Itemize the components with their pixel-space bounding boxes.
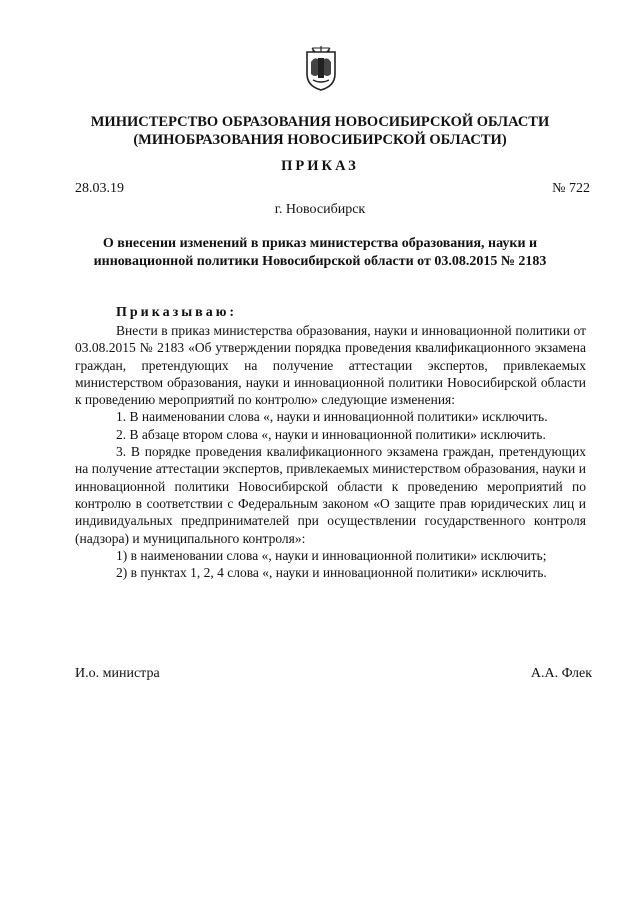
signatory-name: А.А. Флек: [530, 666, 592, 681]
sub-item-2: 2) в пунктах 1, 2, 4 слова «, науки и инновационной политики» исключить.: [116, 565, 547, 581]
document-city: г. Новосибирск: [274, 202, 366, 217]
document-title-line-1: О внесении изменений в приказ министерства образования, науки и: [102, 236, 538, 251]
list-item-1: 1. В наименовании слова «, науки и инновационной политики» исключить.: [116, 409, 548, 425]
document-type: ПРИКАЗ: [281, 158, 359, 174]
coat-of-arms-icon: [303, 44, 339, 92]
order-word: Приказываю:: [116, 305, 238, 320]
list-item-3: 3. В порядке проведения квалификационного экзамена граждан, претендующих на получение аттестации экспертов, привлекаемых министерством образования, науки и инновационной политики Новосибирской области к проведению мероприятий по контролю в соответствии с Федеральным законом «О защите прав юридических лиц и индивидуальных предпринимателей при осуществлении государственного контроля (надзора) и муниципального контроля»:: [75, 444, 586, 546]
document-body: [75, 322, 586, 581]
document-title-line-2: инновационной политики Новосибирской области от 03.08.2015 № 2183: [93, 254, 547, 269]
list-item-2: 2. В абзаце втором слова «, науки и инновационной политики» исключить.: [116, 426, 546, 442]
signatory-position: И.о. министра: [75, 666, 160, 681]
document-date: 28.03.19: [75, 181, 124, 196]
sub-item-1: 1) в наименовании слова «, науки и инновационной политики» исключить;: [116, 547, 547, 563]
organization-name: МИНИСТЕРСТВО ОБРАЗОВАНИЯ НОВОСИБИРСКОЙ ОБЛАСТИ: [90, 114, 550, 130]
document-number: № 722: [552, 181, 590, 196]
organization-short-name: (МИНОБРАЗОВАНИЯ НОВОСИБИРСКОЙ ОБЛАСТИ): [133, 132, 507, 148]
intro-paragraph: Внести в приказ министерства образования, науки и инновационной политики от 03.08.2015 № 2183 «Об утверждении порядка проведения квалификационного экзамена граждан, претендующих на получение аттестации экспертов, привлекаемых министерством образования, науки и инновационной политики Новосибирской области к проведению мероприятий по контролю» следующие изменения:: [75, 323, 586, 408]
